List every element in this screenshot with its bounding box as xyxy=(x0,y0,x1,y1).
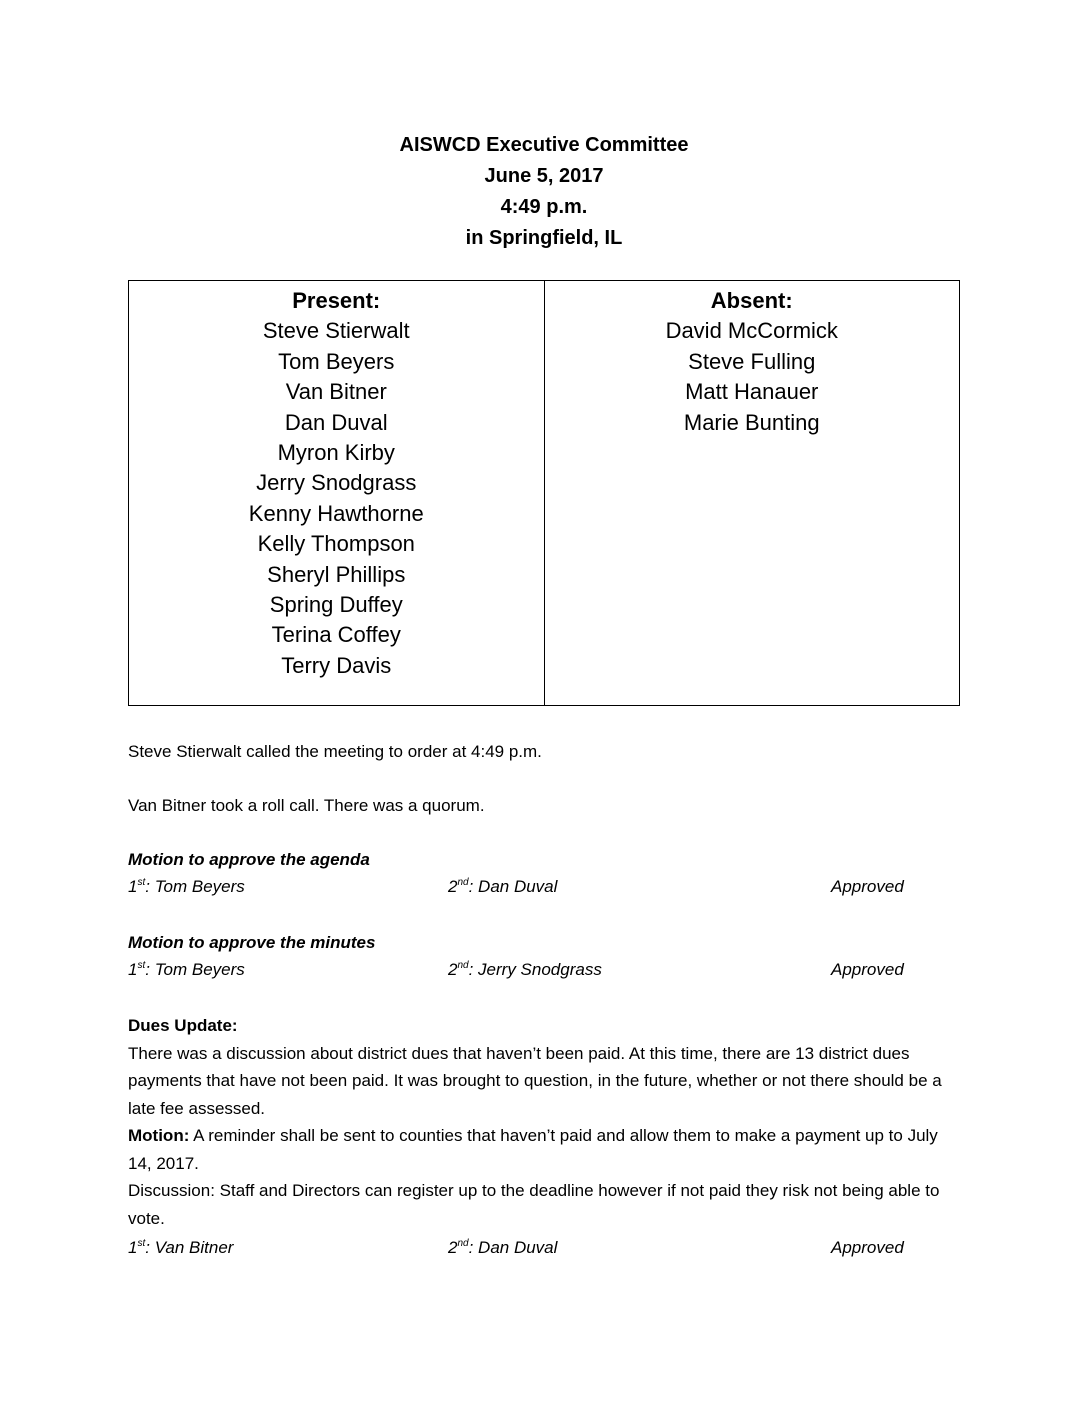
absent-member: Matt Hanauer xyxy=(685,379,819,405)
present-column xyxy=(129,281,544,705)
motion-approve-minutes xyxy=(128,930,960,984)
motion-approve-agenda xyxy=(128,847,960,901)
absent-member: David McCormick xyxy=(665,318,838,344)
present-member: Van Bitner xyxy=(285,379,387,405)
absent-heading: Absent: xyxy=(710,288,793,313)
present-heading: Present: xyxy=(292,288,381,313)
absent-member: Marie Bunting xyxy=(683,409,820,435)
motion-second: 2nd: Jerry Snodgrass xyxy=(448,960,602,979)
meeting-location: in Springfield, IL xyxy=(465,227,623,249)
absent-member: Steve Fulling xyxy=(688,348,816,374)
motion-second: 2nd: Dan Duval xyxy=(448,1238,558,1257)
motion-second: 2nd: Dan Duval xyxy=(448,877,558,896)
motion-title: Motion to approve the agenda xyxy=(128,850,370,869)
present-member: Kenny Hawthorne xyxy=(248,500,424,526)
motion-first: 1st: Tom Beyers xyxy=(128,960,245,979)
dues-motion-text: A reminder shall be sent to counties that haven’t paid and allow them to make a payment up to July 14, 2017. xyxy=(128,1126,938,1173)
meeting-time: 4:49 p.m. xyxy=(500,196,588,218)
committee-title: AISWCD Executive Committee xyxy=(399,134,689,156)
motion-vote-row xyxy=(128,873,960,901)
present-member: Steve Stierwalt xyxy=(262,318,410,344)
present-member: Spring Duffey xyxy=(269,592,403,618)
dues-motion-label: Motion: xyxy=(128,1126,190,1145)
dues-discussion-text: There was a discussion about district dues that haven’t been paid. At this time, there are 13 district dues payments that have not been paid. It was brought to question, in the future, whether or not there should be a late fee assessed. xyxy=(128,1043,942,1118)
attendance-table xyxy=(128,280,960,706)
motion-vote-row xyxy=(128,956,960,984)
motion-vote-row xyxy=(128,1234,960,1262)
present-member: Sheryl Phillips xyxy=(267,561,406,587)
present-member: Terina Coffey xyxy=(271,622,401,648)
document-header xyxy=(0,130,1088,254)
dues-update-section xyxy=(128,1012,960,1262)
meeting-date: June 5, 2017 xyxy=(484,165,604,187)
motion-first: 1st: Tom Beyers xyxy=(128,877,245,896)
motion-result: Approved xyxy=(831,877,904,896)
present-member: Kelly Thompson xyxy=(257,531,415,557)
present-member: Myron Kirby xyxy=(277,440,395,466)
motion-result: Approved xyxy=(831,960,904,979)
call-to-order-text: Steve Stierwalt called the meeting to order at 4:49 p.m. xyxy=(128,742,542,761)
absent-column xyxy=(544,281,960,705)
roll-call-text: Van Bitner took a roll call. There was a quorum. xyxy=(128,796,485,815)
dues-discussion-note: Discussion: Staff and Directors can register up to the deadline however if not paid they risk not being able to vote. xyxy=(128,1181,940,1228)
present-member: Terry Davis xyxy=(281,652,392,678)
present-member: Jerry Snodgrass xyxy=(256,470,417,496)
present-member: Dan Duval xyxy=(284,409,388,435)
motion-title: Motion to approve the minutes xyxy=(128,933,376,952)
motion-first: 1st: Van Bitner xyxy=(128,1238,234,1257)
dues-motion xyxy=(128,1122,960,1177)
present-member: Tom Beyers xyxy=(278,348,395,374)
motion-result: Approved xyxy=(831,1238,904,1257)
dues-title: Dues Update: xyxy=(128,1016,238,1035)
